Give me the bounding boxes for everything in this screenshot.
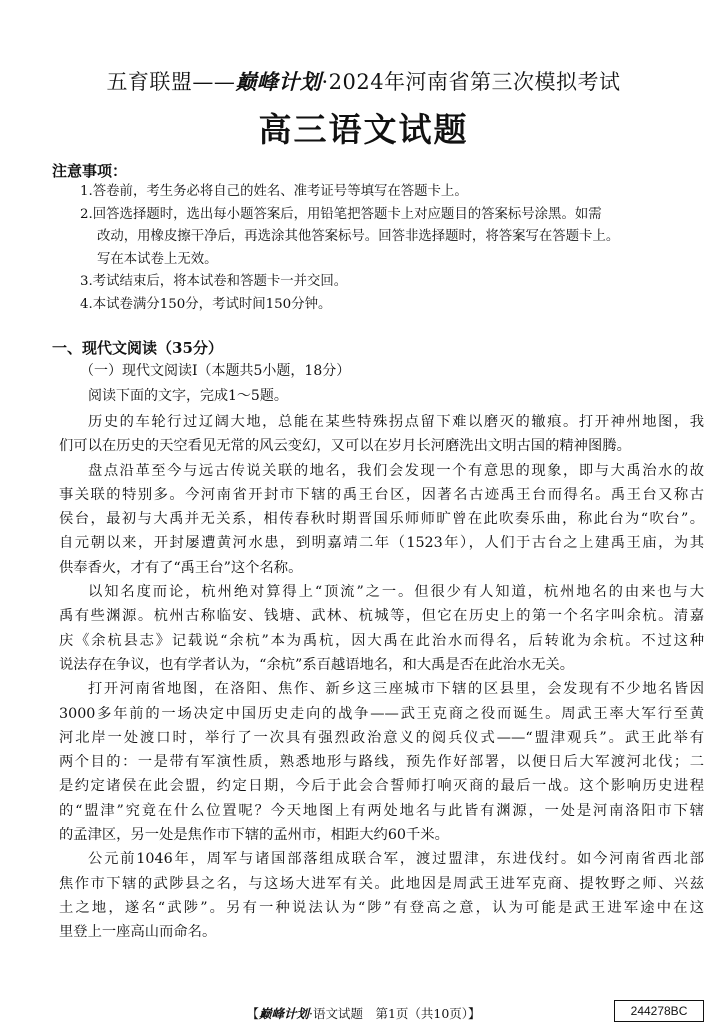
text-line: 禹有些渊源。杭州古称临安、钱塘、武林、杭城等，但它在历史上的第一个名字叫余杭。清嘉 xyxy=(59,608,704,625)
text-line: 的孟津区，另一处是焦作市下辖的孟州市，相距大约60千米。 xyxy=(59,827,449,844)
text-line: 自元朝以来，开封屡遭黄河水患，到明嘉靖二年（1523年），人们于古台之上建禹王庙，为其 xyxy=(59,535,704,552)
text-line: 庆《余杭县志》记载说“余杭”本为禹杭，因大禹在此治水而得名，后转讹为余杭。不过这种 xyxy=(59,632,704,649)
text-line: 盘点沿革至今与远古传说关联的地名，我们会发现一个有意思的现象，即与大禹治水的故 xyxy=(88,462,704,479)
text-line: 供奉香火，才有了“禹王台”这个名称。 xyxy=(59,559,303,576)
section-title: 一、现代文阅读（35分） xyxy=(52,339,223,357)
text-line: 公元前1046年，周军与诸国部落组成联合军，渡过盟津，东进伐纣。如今河南省西北部 xyxy=(88,851,704,868)
footer-page-info: ·语文试题 第1页（共10页）】 xyxy=(308,1006,481,1021)
paragraph xyxy=(59,847,704,944)
text-line: 3000多年前的一场决定中国历史走向的战争——武王克商之役而诞生。周武王率大军行至黄 xyxy=(59,705,704,722)
text-line: 河北岸一处渡口时，举行了一次具有强烈政治意义的阅兵仪式——“盟津观兵”。武王此举有 xyxy=(59,729,704,746)
notice-title: 注意事项： xyxy=(52,162,128,180)
notice-line: 改动，用橡皮擦干净后，再选涂其他答案标号。回答非选择题时，将答案写在答题卡上。 xyxy=(97,229,620,244)
page-title: 高三语文试题 xyxy=(258,110,469,149)
paragraph xyxy=(59,580,704,677)
text-line: 侯台，最初与大禹并无关系，相传春秋时期晋国乐师师旷曾在此吹奏乐曲，称此台为“吹台”。 xyxy=(59,511,704,528)
reading-passage xyxy=(59,410,704,945)
text-line: 里登上一座高山而命名。 xyxy=(59,924,217,941)
paragraph xyxy=(59,459,704,580)
text-line: 是约定诸侯在此会盟，约定日期，今后于此会合誓师打响灭商的最后一战。这个影响历史进程 xyxy=(59,778,704,795)
notice-line: 2.回答选择题时，选出每小题答案后，用铅笔把答题卡上对应题目的答案标号涂黑。如需 xyxy=(80,206,602,222)
text-line: 们可以在历史的天空看见无常的风云变幻，又可以在岁月长河磨洗出文明古国的精神图腾。 xyxy=(59,438,631,455)
paragraph xyxy=(59,677,704,847)
notice-line: 写在本试卷上无效。 xyxy=(97,251,218,267)
text-line: 打开河南省地图，在洛阳、焦作、新乡这三座城市下辖的区县里，会发现有不少地名皆因 xyxy=(88,681,704,698)
notice-item xyxy=(80,294,710,317)
header-brand: 巅峰计划 xyxy=(235,69,322,94)
text-line: 以知名度而论，杭州绝对算得上“顶流”之一。但很少有人知道，杭州地名的由来也与大 xyxy=(88,584,704,601)
text-line: 事关联的特别多。今河南省开封市下辖的禹王台区，因著名古迹禹王台而得名。禹王台又称古 xyxy=(59,486,704,503)
header-org: 五育联盟—— xyxy=(106,70,236,94)
subsection-title: （一）现代文阅读Ⅰ（本题共5小题，18分） xyxy=(80,363,351,379)
exam-header xyxy=(0,66,727,96)
exam-code-badge: 244278BC xyxy=(614,1000,704,1022)
text-line: 焦作市下辖的武陟县之名，与这场大进军有关。此地因是周武王进军克商、提牧野之师、兴兹 xyxy=(59,875,704,892)
notice-list xyxy=(80,181,710,316)
text-line: 的“盟津”究竟在什么位置呢？今天地图上有两处地名与此皆有渊源，一处是河南洛阳市下辖 xyxy=(59,802,704,819)
notice-item xyxy=(80,181,710,204)
notice-item xyxy=(80,271,710,294)
footer-brand: 巅峰计划 xyxy=(258,1006,309,1021)
notice-line: 3.考试结束后，将本试卷和答题卡一并交回。 xyxy=(80,274,348,289)
notice-line: 1.答卷前，考生务必将自己的姓名、准考证号等填写在答题卡上。 xyxy=(80,184,468,199)
text-line: 历史的车轮行过辽阔大地，总能在某些特殊拐点留下难以磨灭的辙痕。打开神州地图，我 xyxy=(88,414,704,430)
footer-open-bracket: 【 xyxy=(246,1006,259,1021)
text-line: 说法存在争议，也有学者认为，“余杭”系百越语地名，和大禹是否在此治水无关。 xyxy=(59,656,575,673)
notice-item xyxy=(80,204,710,272)
text-line: 两个目的：一是带有军演性质，熟悉地形与路线，预先作好部署，以便日后大军渡河北伐；二 xyxy=(59,754,704,771)
reading-instruction: 阅读下面的文字，完成1～5题。 xyxy=(88,388,288,404)
header-exam-name: ·2024年河南省第三次模拟考试 xyxy=(321,70,621,94)
text-line: 土之地，遂名“武陟”。另有一种说法认为“陟”有登高之意，认为可能是武王进军途中在这 xyxy=(59,899,704,916)
paragraph xyxy=(59,410,704,459)
notice-line: 4.本试卷满分150分，考试时间150分钟。 xyxy=(80,296,332,312)
